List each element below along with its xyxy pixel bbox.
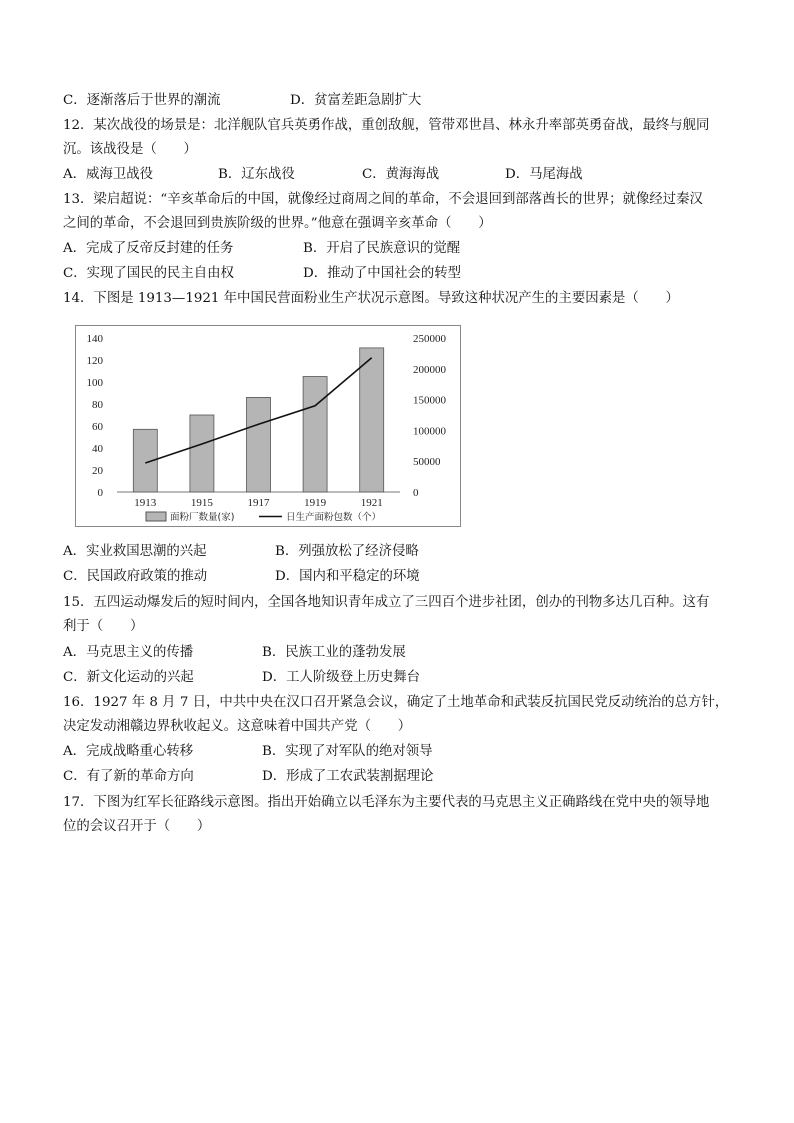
q15-option-a: A．马克思主义的传播 (63, 645, 194, 660)
q14-option-d: D．国内和平稳定的环境 (275, 569, 420, 584)
q14-stem-line1: 14．下图是 1913—1921 年中国民营面粉业生产状况示意图。导致这种状况产生的主要因素是（ ） (63, 291, 679, 306)
x-tick-label: 1915 (190, 497, 213, 509)
left-tick-label: 120 (86, 355, 103, 367)
q13-option-b: B．开启了民族意识的觉醒 (303, 241, 461, 256)
bar-1919 (303, 377, 327, 493)
right-tick-label: 250000 (413, 333, 446, 345)
q15-option-c: C．新文化运动的兴起 (63, 670, 194, 685)
q17-stem-line2: 位的会议召开于（ ） (63, 819, 211, 834)
bar-1915 (190, 415, 214, 492)
q15-option-d: D．工人阶级登上历史舞台 (262, 670, 421, 685)
q13-option-c: C．实现了国民的民主自由权 (63, 266, 234, 281)
right-tick-label: 200000 (413, 363, 446, 376)
q14-option-c: C．民国政府政策的推动 (63, 569, 208, 584)
q16-option-a: A．完成战略重心转移 (63, 744, 194, 759)
q12-option-c: C．黄海海战 (362, 167, 440, 182)
left-tick-label: 60 (92, 421, 103, 433)
right-tick-label: 0 (413, 487, 419, 499)
legend-bar-swatch (146, 512, 166, 521)
right-tick-label: 150000 (413, 394, 446, 407)
q14-option-a: A．实业救国思潮的兴起 (63, 544, 207, 559)
q15-stem-line1: 15．五四运动爆发后的短时间内，全国各地知识青年成立了三四百个进步社团，创办的刊物多达几百种。这有 (63, 595, 710, 610)
x-tick-label: 1921 (360, 497, 383, 509)
q17-stem-line1: 17．下图为红军长征路线示意图。指出开始确立以毛泽东为主要代表的马克思主义正确路线在党中央的领导地 (63, 795, 710, 810)
q15-option-b: B．民族工业的蓬勃发展 (262, 645, 406, 660)
x-tick-label: 1913 (134, 497, 157, 509)
right-tick-label: 50000 (413, 456, 441, 469)
q16-stem-line1: 16．1927 年 8 月 7 日，中共中央在汉口召开紧急会议，确定了土地革命和武装反抗国民党反动统治的总方针， (63, 695, 729, 710)
q11-option-d: D．贫富差距急剧扩大 (290, 93, 422, 108)
q13-stem-line1: 13．梁启超说：“辛亥革命后的中国，就像经过商周之间的革命，不会退回到部落酋长的世界；就像经过秦汉 (63, 192, 703, 207)
legend-bar-label: 面粉厂数量(家) (170, 512, 235, 523)
q12-option-d: D．马尾海战 (505, 167, 583, 182)
q12-stem-line2: 沉。该战役是（ ） (63, 142, 197, 157)
left-tick-label: 40 (92, 443, 103, 455)
q13-option-d: D．推动了中国社会的转型 (303, 266, 462, 281)
q15-stem-line2: 利于（ ） (63, 619, 144, 634)
q14-option-b: B．列强放松了经济侵略 (275, 544, 419, 559)
right-tick-label: 100000 (413, 425, 446, 438)
q11-option-c: C．逐渐落后于世界的潮流 (63, 93, 221, 108)
x-tick-label: 1917 (247, 497, 270, 509)
legend-line-label: 日生产面粉包数（个） (286, 512, 382, 523)
q12-option-b: B．辽东战役 (218, 167, 295, 182)
bar-1921 (360, 348, 384, 492)
q16-option-d: D．形成了工农武装割据理论 (262, 769, 434, 784)
left-tick-label: 80 (92, 399, 103, 411)
left-tick-label: 100 (86, 377, 103, 389)
q16-stem-line2: 决定发动湘赣边界秋收起义。这意味着中国共产党（ ） (63, 719, 412, 734)
left-tick-label: 140 (86, 333, 103, 345)
q13-stem-line2: 之间的革命，不会退回到贵族阶级的世界。”他意在强调辛亥革命（ ） (63, 216, 492, 231)
x-tick-label: 1919 (304, 497, 327, 509)
q12-option-a: A．威海卫战役 (63, 167, 154, 182)
flour-industry-chart (75, 325, 461, 527)
bar-1917 (247, 397, 271, 492)
q13-option-a: A．完成了反帝反封建的任务 (63, 241, 234, 256)
left-tick-label: 20 (92, 465, 103, 477)
q12-stem-line1: 12．某次战役的场景是：北洋舰队官兵英勇作战，重创敌舰，管带邓世昌、林永升率部英勇奋战，最终与舰同 (63, 118, 710, 133)
q16-option-c: C．有了新的革命方向 (63, 769, 194, 784)
q16-option-b: B．实现了对军队的绝对领导 (262, 744, 433, 759)
left-tick-label: 0 (97, 487, 103, 499)
